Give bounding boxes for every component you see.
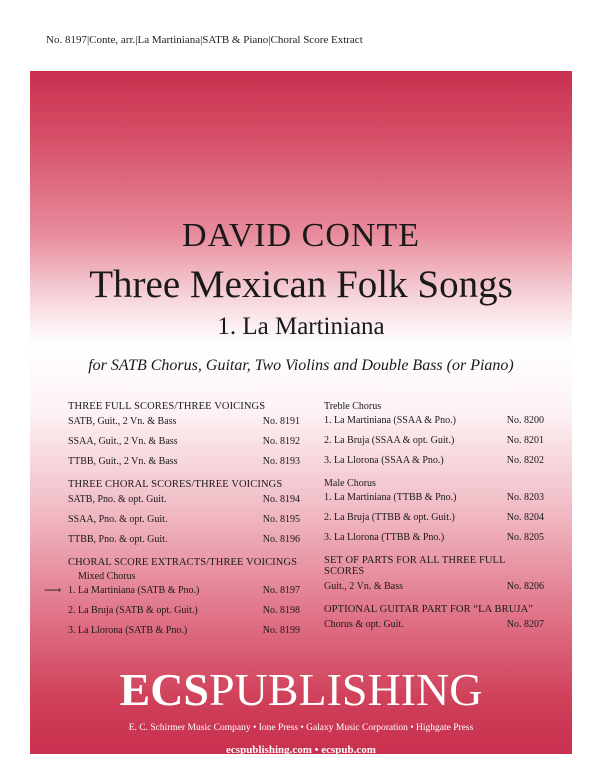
catalog-row [68, 493, 300, 513]
item-label: 1. La Martiniana (SSAA & Pno.) [324, 415, 456, 426]
choral-scores-group [68, 479, 300, 553]
item-number: No. 8196 [262, 534, 300, 545]
item-number: No. 8192 [262, 436, 300, 447]
item-label: Guit., 2 Vn. & Bass [324, 581, 403, 592]
parts-group [324, 555, 544, 600]
item-label: 1. La Martiniana (SATB & Pno.) [68, 585, 200, 596]
catalog-row [68, 533, 300, 553]
male-chorus-group [324, 478, 544, 551]
composer-name: DAVID CONTE [182, 217, 420, 254]
item-label: TTBB, Guit., 2 Vn. & Bass [68, 456, 178, 467]
catalog-row [324, 414, 544, 434]
mixed-chorus-subheading: Mixed Chorus [78, 571, 136, 582]
item-label: 2. La Bruja (SATB & opt. Guit.) [68, 605, 198, 616]
treble-chorus-subheading: Treble Chorus [324, 401, 382, 412]
catalog-row [324, 454, 544, 474]
guitar-part-heading: OPTIONAL GUITAR PART FOR “LA BRUJA” [324, 604, 534, 615]
item-label: 3. La Llorona (TTBB & Pno.) [324, 532, 445, 543]
publisher-websites: ecspublishing.com • ecspub.com [226, 744, 376, 756]
catalog-row [324, 511, 544, 531]
item-number: No. 8193 [262, 456, 300, 467]
catalog-row-current [44, 583, 300, 604]
item-number: No. 8200 [506, 415, 544, 426]
publisher-logo [30, 664, 572, 715]
catalog-row [324, 531, 544, 551]
guitar-part-group [324, 604, 544, 638]
catalog-row [68, 624, 300, 644]
full-scores-group [68, 401, 300, 475]
item-label: 3. La Llorona (SATB & Pno.) [68, 625, 188, 636]
item-number: No. 8202 [506, 455, 544, 466]
catalog-row [324, 580, 544, 600]
extracts-group [44, 557, 300, 644]
male-chorus-subheading: Male Chorus [324, 478, 376, 489]
catalog-row [324, 491, 544, 511]
work-subtitle: 1. La Martiniana [217, 313, 385, 340]
item-label: SATB, Pno. & opt. Guit. [68, 494, 167, 505]
item-number: No. 8205 [506, 532, 544, 543]
item-label: TTBB, Pno. & opt. Guit. [68, 534, 168, 545]
item-number: No. 8204 [506, 512, 544, 523]
item-number: No. 8206 [506, 581, 544, 592]
item-label: SSAA, Guit., 2 Vn. & Bass [68, 436, 178, 447]
full-scores-heading: THREE FULL SCORES/THREE VOICINGS [68, 401, 266, 412]
item-number: No. 8191 [262, 416, 300, 427]
item-label: SSAA, Pno. & opt. Guit. [68, 514, 168, 525]
logo-ecs: ECS [119, 664, 209, 715]
logo-publishing: PUBLISHING [209, 664, 483, 715]
item-number: No. 8203 [506, 492, 544, 503]
item-number: No. 8207 [506, 619, 544, 630]
work-title: Three Mexican Folk Songs [89, 263, 513, 306]
item-label: 3. La Llorona (SSAA & Pno.) [324, 455, 444, 466]
arrow-right-icon: ⟶ [44, 583, 62, 597]
publisher-imprints: E. C. Schirmer Music Company • Ione Press • Galaxy Music Corporation • Highgate Press [128, 723, 474, 733]
item-label: Chorus & opt. Guit. [324, 619, 404, 630]
catalog-row [68, 604, 300, 624]
catalog-row [68, 513, 300, 533]
instrumentation-line: for SATB Chorus, Guitar, Two Violins and Double Bass (or Piano) [88, 357, 514, 374]
item-label: 1. La Martiniana (TTBB & Pno.) [324, 492, 457, 503]
catalog-row [324, 434, 544, 454]
parts-heading: SET OF PARTS FOR ALL THREE FULL SCORES [324, 555, 506, 577]
catalog-left-column [44, 401, 300, 648]
catalog-row [68, 415, 300, 435]
item-label: 2. La Bruja (SSAA & opt. Guit.) [324, 435, 455, 446]
item-label: 2. La Bruja (TTBB & opt. Guit.) [324, 512, 455, 523]
item-number: No. 8194 [262, 494, 300, 505]
item-number: No. 8199 [262, 625, 300, 636]
item-number: No. 8195 [262, 514, 300, 525]
choral-scores-heading: THREE CHORAL SCORES/THREE VOICINGS [68, 479, 283, 490]
catalog-header-line: No. 8197|Conte, arr.|La Martiniana|SATB & Piano|Choral Score Extract [46, 34, 363, 46]
treble-chorus-group [324, 401, 544, 474]
catalog-row [68, 435, 300, 455]
extracts-heading: CHORAL SCORE EXTRACTS/THREE VOICINGS [68, 557, 298, 568]
item-label: SATB, Guit., 2 Vn. & Bass [68, 416, 177, 427]
item-number: No. 8201 [506, 435, 544, 446]
item-number: No. 8197 [262, 585, 300, 596]
catalog-row [68, 455, 300, 475]
catalog-right-column [324, 401, 544, 642]
catalog-row [324, 618, 544, 638]
cover-panel [30, 71, 572, 754]
item-number: No. 8198 [262, 605, 300, 616]
